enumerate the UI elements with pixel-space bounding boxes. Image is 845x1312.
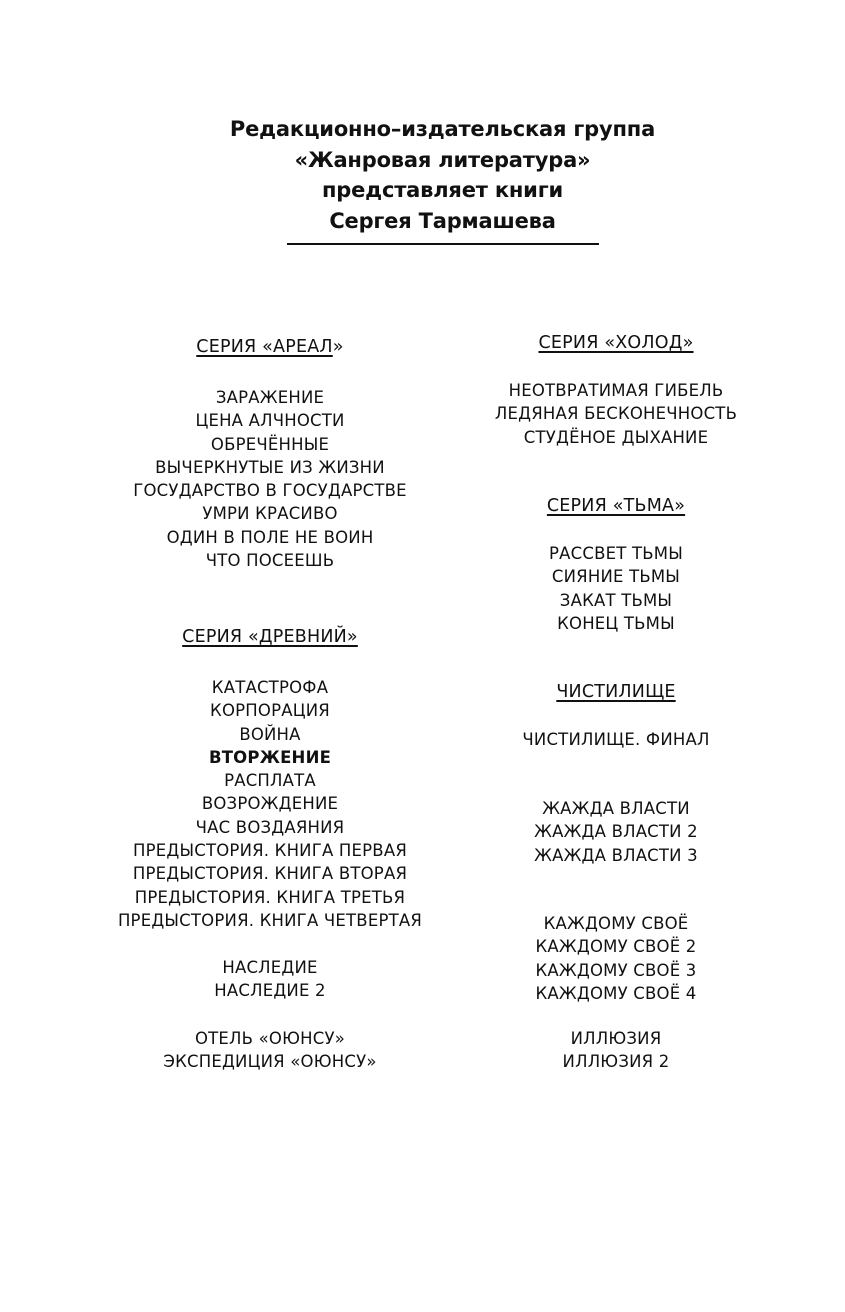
series-title-chistilishche: ЧИСТИЛИЩЕ [556,682,676,702]
book-title: КОНЕЦ ТЬМЫ [557,613,675,633]
series-drevniy-list [70,676,470,932]
book-title-highlighted: ВТОРЖЕНИЕ [208,747,332,767]
header-line-publisher: Редакционно–издательская группа [229,117,656,141]
book-title: ПРЕДЫСТОРИЯ. КНИГА ВТОРАЯ [132,864,408,884]
series-oyunsu-list [70,1027,470,1074]
book-title: КАЖДОМУ СВОЁ 3 [535,960,697,980]
series-kazhdomu-list [446,912,786,1005]
book-title: КАТАСТРОФА [211,678,329,697]
book-title: ПРЕДЫСТОРИЯ. КНИГА ЧЕТВЕРТАЯ [117,910,423,930]
book-title: ЖАЖДА ВЛАСТИ 3 [534,845,698,865]
book-title: ЧАС ВОЗДАЯНИЯ [195,817,345,837]
book-title: ИЛЛЮЗИЯ 2 [562,1052,670,1072]
book-title: ПРЕДЫСТОРИЯ. КНИГА ПЕРВАЯ [133,841,407,861]
book-title: УМРИ КРАСИВО [202,504,338,524]
book-title: ОТЕЛЬ «ОЮНСУ» [194,1029,346,1048]
book-title: ЧИСТИЛИЩЕ. ФИНАЛ [522,730,710,749]
book-title: ИЛЛЮЗИЯ [570,1029,662,1048]
series-title-tma: СЕРИЯ «ТЬМА» [546,496,686,516]
left-column [70,0,470,1312]
book-title: РАСПЛАТА [224,771,316,791]
series-tma [446,495,786,518]
book-title: КАЖДОМУ СВОЁ [543,914,689,933]
series-title-areal: СЕРИЯ «АРЕАЛ» [196,337,344,357]
series-areal [70,336,470,359]
series-holod-list [446,379,786,449]
series-nasledie-list [70,956,470,1003]
book-title: ЖАЖДА ВЛАСТИ 2 [534,822,698,842]
book-title: ЭКСПЕДИЦИЯ «ОЮНСУ» [163,1052,377,1072]
series-drevniy [70,626,470,649]
series-illyuziya-list [446,1027,786,1074]
book-title: ЗАКАТ ТЬМЫ [559,590,673,610]
book-title: КАЖДОМУ СВОЁ 2 [535,937,697,957]
series-chistilishche [446,681,786,704]
series-holod [446,332,786,355]
book-title: НАСЛЕДИЕ [222,958,318,977]
series-zhazhda-list [446,797,786,867]
book-title: СТУДЁНОЕ ДЫХАНИЕ [523,427,709,447]
header-line-presents: представляет книги [322,178,563,202]
book-title: ОБРЕЧЁННЫЕ [210,434,330,454]
series-title-drevniy: СЕРИЯ «ДРЕВНИЙ» [182,627,358,647]
book-title: КОРПОРАЦИЯ [210,701,330,721]
book-title: ВОЗРОЖДЕНИЕ [201,794,339,814]
book-title: ОДИН В ПОЛЕ НЕ ВОИН [166,527,374,547]
book-title: НАСЛЕДИЕ 2 [214,981,326,1001]
book-title: ВОЙНА [239,724,301,744]
book-title: ЦЕНА АЛЧНОСТИ [195,411,345,431]
book-title: КАЖДОМУ СВОЁ 4 [535,983,697,1003]
book-title: СИЯНИЕ ТЬМЫ [551,567,681,587]
series-tma-list [446,542,786,635]
series-areal-list [70,386,470,572]
book-title: ГОСУДАРСТВО В ГОСУДАРСТВЕ [133,481,407,501]
book-title: ЗАРАЖЕНИЕ [215,388,325,407]
book-title: ВЫЧЕРКНУТЫЕ ИЗ ЖИЗНИ [155,457,385,477]
book-title: ПРЕДЫСТОРИЯ. КНИГА ТРЕТЬЯ [134,887,406,907]
series-title-holod: СЕРИЯ «ХОЛОД» [538,333,694,353]
book-title: ЖАЖДА ВЛАСТИ [542,799,690,818]
right-column [446,0,786,1312]
book-title: РАССВЕТ ТЬМЫ [549,544,683,563]
series-chistilishche-list [446,728,786,751]
book-title: НЕОТВРАТИМАЯ ГИБЕЛЬ [508,381,724,400]
header-line-author: Сергея Тармашева [329,208,556,233]
book-title: ЛЕДЯНАЯ БЕСКОНЕЧНОСТЬ [494,404,738,424]
header-line-group-name: «Жанровая литература» [294,147,591,172]
book-title: ЧТО ПОСЕЕШЬ [205,551,335,571]
